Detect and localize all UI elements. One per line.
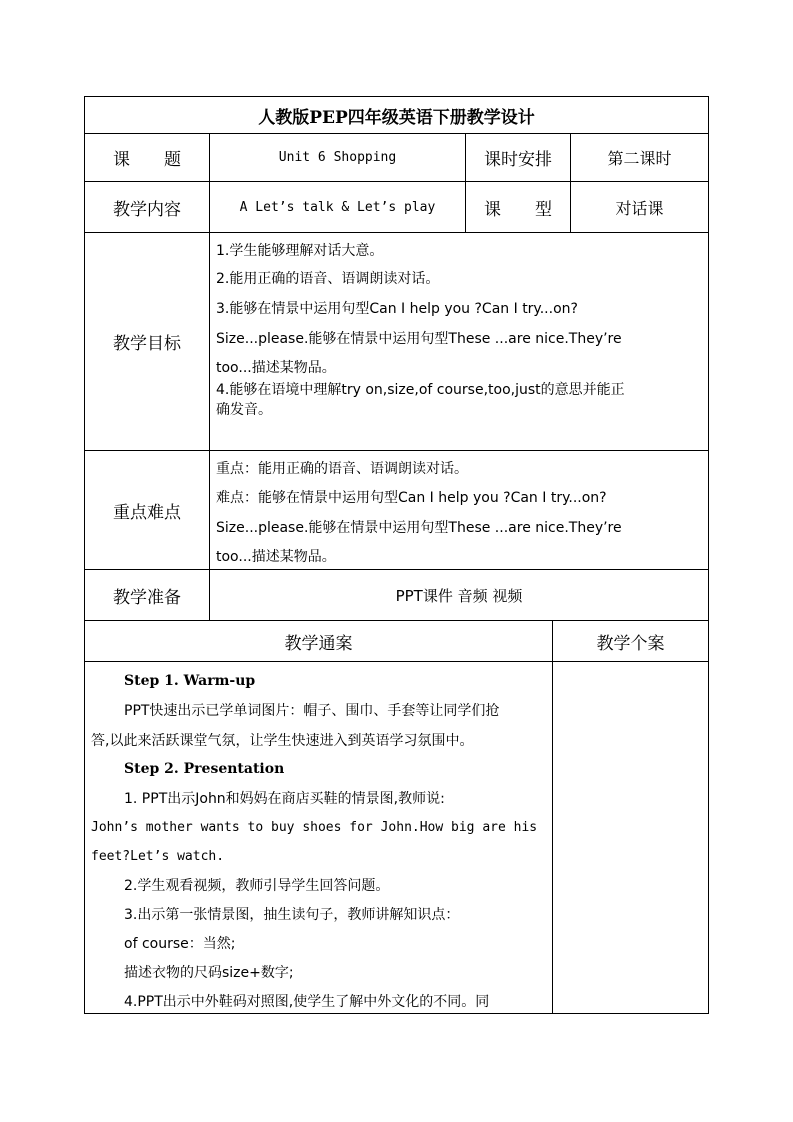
individual-plan-header: 教学个案 <box>596 633 665 654</box>
table-col-rule <box>552 620 553 1014</box>
body-line: feet?Let’s watch. <box>91 849 225 864</box>
body-line: PPT快速出示已学单词图片：帽子、围巾、手套等让同学们抢 <box>124 703 500 719</box>
table-border-right <box>708 96 709 1014</box>
objective-line: 1.学生能够理解对话大意。 <box>216 243 384 259</box>
document-title: 人教版PEP四年级英语下册教学设计 <box>258 107 535 128</box>
keypoint-line: Size...please.能够在情景中运用句型These ...are nice.They’re <box>216 520 622 536</box>
body-line: of course：当然; <box>124 936 236 952</box>
body-line: 1. PPT出示John和妈妈在商店买鞋的情景图,教师说: <box>124 791 445 807</box>
keypoint-line: too...描述某物品。 <box>216 549 336 565</box>
type-value: 对话课 <box>615 198 664 218</box>
objective-line: 2.能用正确的语音、语调朗读对话。 <box>216 271 440 287</box>
step-heading: Step 1. Warm-up <box>124 673 256 689</box>
body-line: John’s mother wants to buy shoes for John.How big are his <box>91 820 538 835</box>
topic-label: 课 题 <box>113 150 181 170</box>
table-rule <box>84 661 709 662</box>
topic-value: Unit 6 Shopping <box>278 150 397 165</box>
schedule-label: 课时安排 <box>484 150 552 170</box>
objectives-label: 教学目标 <box>113 334 181 354</box>
body-line: 3.出示第一张情景图，抽生读句子，教师讲解知识点： <box>124 907 460 923</box>
prep-label: 教学准备 <box>113 587 181 608</box>
objective-line: too...描述某物品。 <box>216 360 336 376</box>
keypoint-line: 难点：能够在情景中运用句型Can I help you ?Can I try...on? <box>216 490 607 506</box>
step-heading: Step 2. Presentation <box>124 761 285 777</box>
body-line: 描述衣物的尺码size+数字; <box>124 965 294 981</box>
keypoint-line: 重点：能用正确的语音、语调朗读对话。 <box>216 461 468 477</box>
prep-value: PPT课件 音频 视频 <box>395 586 523 605</box>
type-label: 课 型 <box>484 199 552 220</box>
objective-line: 确发音。 <box>216 402 272 418</box>
body-line: 4.PPT出示中外鞋码对照图,使学生了解中外文化的不同。同 <box>124 994 490 1010</box>
content-label: 教学内容 <box>113 199 181 220</box>
objective-line: Size...please.能够在情景中运用句型These ...are nice.They’re <box>216 331 622 347</box>
schedule-value: 第二课时 <box>607 149 672 168</box>
body-line: 2.学生观看视频，教师引导学生回答问题。 <box>124 878 390 894</box>
objective-line: 4.能够在语境中理解try on,size,of course,too,just的意思并能正 <box>216 382 625 398</box>
content-value: A Let’s talk & Let’s play <box>239 199 436 215</box>
body-line: 答,以此来活跃课堂气氛，让学生快速进入到英语学习氛围中。 <box>91 733 474 749</box>
table-border-bottom <box>84 1013 709 1014</box>
objective-line: 3.能够在情景中运用句型Can I help you ?Can I try...on? <box>216 301 578 317</box>
general-plan-header: 教学通案 <box>284 633 353 654</box>
keypoints-label: 重点难点 <box>113 502 181 523</box>
